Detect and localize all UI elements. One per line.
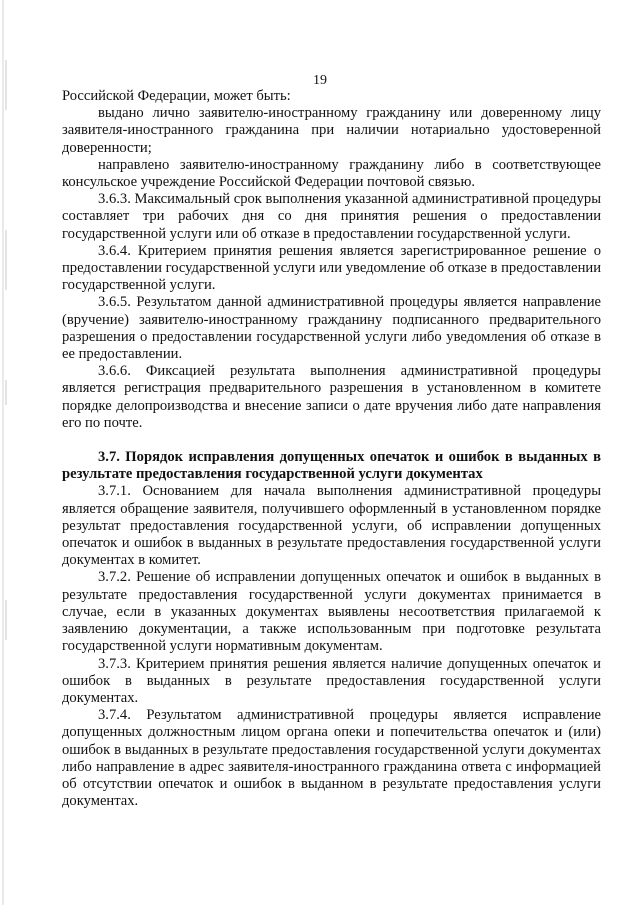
paragraph: Российской Федерации, может быть:: [62, 88, 291, 104]
paragraph: 3.6.4. Критерием принятия решения является зарегистрированное решение о предоставлении государственной услуги или уведомление об отказе в предоставлении государственной услуги.: [62, 242, 601, 294]
paragraph: направлено заявителю-иностранному гражданину либо в соответствующее консульское учреждение Российской Федерации почтовой связью.: [62, 156, 601, 191]
page-number: 19: [313, 73, 327, 88]
document-body: [62, 88, 601, 810]
paragraph: 3.6.6. Фиксацией результата выполнения административной процедуры является регистрация предварительного разрешения в установленном в комитете порядке делопроизводства и внесение записи о дате вручения либо дате направления его по почте.: [62, 363, 601, 431]
paragraph: выдано лично заявителю-иностранному гражданину или доверенному лицу заявителя-иностранного гражданина при наличии нотариально удостоверенной доверенности;: [62, 105, 601, 156]
section-heading: 3.7. Порядок исправления допущенных опечаток и ошибок в выданных в результате предоставления государственной услуги документах: [62, 449, 601, 483]
scan-edge-marks: [0, 0, 14, 905]
paragraph: 3.7.1. Основанием для начала выполнения административной процедуры является обращение заявителя, получившего оформленный в установленном порядке результат предоставления государственной услуги, об исправлении допущенных опечаток и ошибок в выданных в результате предоставления государственной услуги документах в комитет.: [62, 483, 601, 569]
paragraph: 3.7.2. Решение об исправлении допущенных опечаток и ошибок в выданных в результате предоставления государственной услуги документах принимается в случае, если в указанных документах выявлены несоответствия прилагаемой к заявлению документации, а также использованным при подготовке результата государственной услуги нормативным документам.: [62, 569, 601, 655]
paragraph: 3.7.3. Критерием принятия решения является наличие допущенных опечаток и ошибок в выданных в результате предоставления государственной услуги документах.: [62, 655, 601, 706]
paragraph: 3.7.4. Результатом административной процедуры является исправление допущенных должностным лицом органа опеки и попечительства опечаток и (или) ошибок в выданных в результате предоставления государственной услуги документах либо направление в адрес заявителя-иностранного гражданина ответа с информацией об отсутствии опечаток и ошибок в выданном в результате предоставления услуги документах.: [62, 707, 601, 810]
paragraph: 3.6.3. Максимальный срок выполнения указанной административной процедуры составляет три рабочих дня со дня принятия решения о предоставлении государственной услуги или об отказе в предоставлении государственной услуги.: [62, 191, 601, 242]
paragraph: 3.6.5. Результатом данной административной процедуры является направление (вручение) заявителю-иностранному гражданину подписанного предварительного разрешения о предоставлении государственной услуги либо уведомления об отказе в ее предоставлении.: [62, 294, 601, 363]
